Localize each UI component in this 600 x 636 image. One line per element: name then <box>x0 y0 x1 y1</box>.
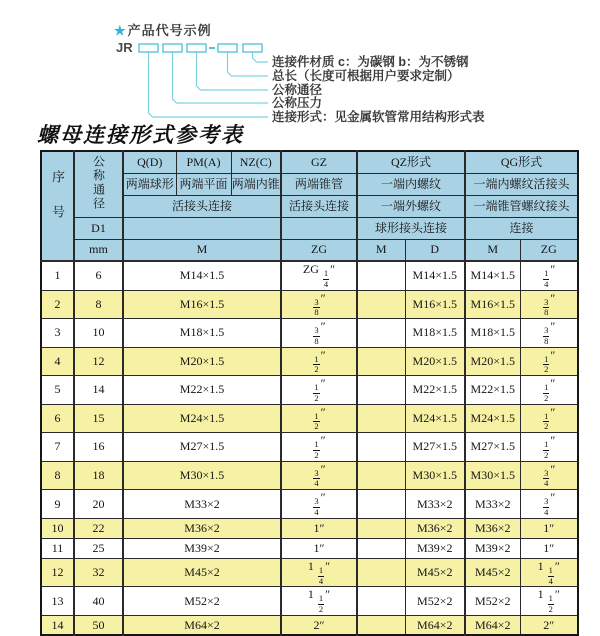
label-material: 连接件材质 c：为碳钢 b：为不锈钢 <box>272 55 469 69</box>
header-unit-qz-m: M <box>357 239 405 261</box>
header-unit-zg: ZG <box>281 239 357 261</box>
cell-seq: 9 <box>41 490 74 519</box>
fraction: $\frac{1}{2}$ <box>314 353 319 375</box>
label-nominal-diameter: 公称通径 <box>272 83 323 97</box>
table-row <box>41 615 578 635</box>
header-empty-gz <box>281 217 357 239</box>
fraction: $\frac{3}{4}$ <box>314 496 319 518</box>
cell-qg-m: M52×2 <box>465 587 520 616</box>
cell-m: M30×1.5 <box>123 461 281 490</box>
header-col-gz: GZ <box>281 151 357 173</box>
cell-qg-zg: $\frac{1}{2}$ ″ <box>520 347 578 376</box>
fraction: $\frac{1}{2}$ <box>544 439 549 460</box>
fraction: $\frac{1}{2}$ <box>544 382 549 403</box>
cell-m: M45×2 <box>123 558 281 587</box>
cell-m: M64×2 <box>123 615 281 635</box>
cell-qz-m <box>357 404 405 433</box>
cell-dn-mm: 25 <box>74 538 123 558</box>
cell-gz: $\frac{1}{2}$ ″ <box>281 404 357 433</box>
fraction: $\frac{3}{8}$ <box>314 325 319 346</box>
table-row <box>41 461 578 490</box>
table-row <box>41 490 578 519</box>
fraction: $\frac{1}{4}$ <box>318 564 324 586</box>
cell-gz: 1″ <box>281 518 357 538</box>
cell-qz-m <box>357 558 405 587</box>
cell-dn-mm: 18 <box>74 461 123 490</box>
header-mm: mm <box>74 239 123 261</box>
cell-qz-d: M39×2 <box>405 538 465 558</box>
cell-gz: $\frac{3}{8}$ ″ <box>281 319 357 348</box>
code-box <box>139 44 158 52</box>
cell-qz-d: M30×1.5 <box>405 461 465 490</box>
leader-line <box>253 52 269 62</box>
cell-seq: 7 <box>41 433 74 462</box>
header-col-qz: QZ形式 <box>357 151 465 173</box>
cell-qz-m <box>357 347 405 376</box>
header-qz-desc2: 一端外螺纹 <box>357 195 465 217</box>
header-col-q: Q(D) <box>123 151 176 173</box>
cell-gz: $\frac{3}{4}$ ″ <box>281 490 357 519</box>
header-unit-qz-d: D <box>405 239 465 261</box>
cell-gz: $\frac{1}{2}$ ″ <box>281 347 357 376</box>
cell-gz: 1″ <box>281 538 357 558</box>
header-dn-text: 公称通径 <box>91 154 106 211</box>
header-unit-qg-zg: ZG <box>520 239 578 261</box>
leader-line <box>197 52 269 90</box>
cell-m: M16×1.5 <box>123 290 281 319</box>
cell-qz-m <box>357 518 405 538</box>
cell-qg-m: M39×2 <box>465 538 520 558</box>
cell-seq: 14 <box>41 615 74 635</box>
code-box <box>163 44 182 52</box>
cell-qz-m <box>357 376 405 405</box>
table-row <box>41 404 578 433</box>
fraction: $\frac{1}{2}$ <box>314 410 319 432</box>
header-qg-join: 连接 <box>465 217 578 239</box>
diagram-heading-text: 产品代号示例 <box>127 23 212 38</box>
table-row <box>41 347 578 376</box>
cell-qz-m <box>357 615 405 635</box>
cell-qg-zg: $\frac{3}{4}$ ″ <box>520 490 578 519</box>
cell-qg-m: M45×2 <box>465 558 520 587</box>
cell-m: M36×2 <box>123 518 281 538</box>
cell-qg-m: M27×1.5 <box>465 433 520 462</box>
cell-seq: 5 <box>41 376 74 405</box>
header-unit-qg-m: M <box>465 239 520 261</box>
cell-m: M24×1.5 <box>123 404 281 433</box>
cell-qz-d: M33×2 <box>405 490 465 519</box>
cell-qg-zg: $\frac{1}{2}$ ″ <box>520 433 578 462</box>
table-row <box>41 587 578 616</box>
table-header <box>41 151 578 261</box>
cell-qg-zg: 1 $\frac{1}{4}$ ″ <box>520 558 578 587</box>
cell-m: M33×2 <box>123 490 281 519</box>
table-row <box>41 290 578 319</box>
header-qg-desc1: 一端内螺纹活接头 <box>465 173 578 195</box>
fraction: $\frac{1}{2}$ <box>314 439 319 460</box>
cell-qg-m: M16×1.5 <box>465 290 520 319</box>
header-gz-desc: 两端锥管 <box>281 173 357 195</box>
cell-qg-m: M36×2 <box>465 518 520 538</box>
cell-gz: 1 $\frac{1}{2}$ ″ <box>281 587 357 616</box>
fraction: $\frac{1}{4}$ <box>323 268 329 289</box>
cell-qg-m: M18×1.5 <box>465 319 520 348</box>
header-empty-m <box>123 217 281 239</box>
fraction: $\frac{1}{4}$ <box>548 564 553 586</box>
fraction: $\frac{1}{2}$ <box>318 593 324 615</box>
cell-gz: $\frac{3}{4}$ ″ <box>281 461 357 490</box>
star-icon: ★ <box>114 23 127 38</box>
cell-m: M20×1.5 <box>123 347 281 376</box>
cell-seq: 10 <box>41 518 74 538</box>
cell-m: M27×1.5 <box>123 433 281 462</box>
code-prefix: JR <box>116 40 133 55</box>
cell-dn-mm: 32 <box>74 558 123 587</box>
cell-dn-mm: 40 <box>74 587 123 616</box>
header-seq <box>41 151 74 261</box>
cell-gz: $\frac{1}{2}$ ″ <box>281 433 357 462</box>
cell-dn-mm: 20 <box>74 490 123 519</box>
header-qz-desc1: 一端内螺纹 <box>357 173 465 195</box>
cell-m: M18×1.5 <box>123 319 281 348</box>
label-nominal-pressure: 公称压力 <box>272 96 323 110</box>
table-row <box>41 433 578 462</box>
header-pm-desc: 两端平面 <box>176 173 231 195</box>
fraction: $\frac{1}{4}$ <box>544 268 549 289</box>
header-unit-m: M <box>123 239 281 261</box>
header-gz-join: 活接头连接 <box>281 195 357 217</box>
cell-qg-m: M24×1.5 <box>465 404 520 433</box>
cell-qz-m <box>357 461 405 490</box>
code-box <box>218 44 237 52</box>
header-nz-desc: 两端内锥 <box>231 173 281 195</box>
header-col-nz: NZ(C) <box>231 151 281 173</box>
cell-qz-d: M52×2 <box>405 587 465 616</box>
cell-qz-m <box>357 319 405 348</box>
header-row-5 <box>41 239 578 261</box>
leader-line <box>149 52 269 117</box>
code-box <box>243 44 262 52</box>
cell-qz-m <box>357 290 405 319</box>
cell-qz-m <box>357 490 405 519</box>
cell-qg-zg: 1″ <box>520 538 578 558</box>
cell-qg-zg: $\frac{1}{4}$ ″ <box>520 261 578 290</box>
header-dn <box>74 151 123 217</box>
page-title: 螺母连接形式参考表 <box>37 122 244 147</box>
cell-qz-d: M14×1.5 <box>405 261 465 290</box>
table-body <box>41 261 578 635</box>
fraction: $\frac{3}{8}$ <box>314 296 319 318</box>
header-d1: D1 <box>74 217 123 239</box>
cell-qz-d: M27×1.5 <box>405 433 465 462</box>
cell-seq: 4 <box>41 347 74 376</box>
cell-gz: $\frac{1}{2}$ ″ <box>281 376 357 405</box>
cell-qg-zg: $\frac{1}{2}$ ″ <box>520 404 578 433</box>
header-qz-join: 球形接头连接 <box>357 217 465 239</box>
cell-seq: 2 <box>41 290 74 319</box>
cell-qg-zg: $\frac{3}{8}$ ″ <box>520 290 578 319</box>
header-row-1 <box>41 151 578 173</box>
table-row <box>41 261 578 290</box>
cell-gz: ZG $\frac{1}{4}$ ″ <box>281 261 357 290</box>
label-connection-form: 连接形式：见金属软管常用结构形式表 <box>272 110 485 124</box>
header-m-join: 活接头连接 <box>123 195 281 217</box>
cell-qz-m <box>357 261 405 290</box>
fraction: $\frac{1}{2}$ <box>314 382 319 403</box>
cell-qg-zg: $\frac{3}{8}$ ″ <box>520 319 578 348</box>
cell-m: M14×1.5 <box>123 261 281 290</box>
cell-qg-zg: 2″ <box>520 615 578 635</box>
cell-seq: 12 <box>41 558 74 587</box>
cell-seq: 8 <box>41 461 74 490</box>
table-row <box>41 538 578 558</box>
header-qg-desc2: 一端锥管螺纹接头 <box>465 195 578 217</box>
cell-dn-mm: 8 <box>74 290 123 319</box>
cell-seq: 13 <box>41 587 74 616</box>
cell-seq: 11 <box>41 538 74 558</box>
table-row <box>41 518 578 538</box>
header-row-4 <box>41 217 578 239</box>
cell-seq: 6 <box>41 404 74 433</box>
fraction: $\frac{1}{2}$ <box>544 353 549 375</box>
fraction: $\frac{1}{2}$ <box>544 410 549 432</box>
leader-line <box>228 52 269 76</box>
cell-qg-m: M22×1.5 <box>465 376 520 405</box>
cell-m: M52×2 <box>123 587 281 616</box>
cell-qz-d: M64×2 <box>405 615 465 635</box>
fraction: $\frac{1}{2}$ <box>548 593 553 615</box>
cell-dn-mm: 6 <box>74 261 123 290</box>
fraction: $\frac{3}{8}$ <box>544 325 549 346</box>
table-row <box>41 558 578 587</box>
cell-qz-m <box>357 433 405 462</box>
cell-qz-d: M20×1.5 <box>405 347 465 376</box>
header-q-desc: 两端球形 <box>123 173 176 195</box>
cell-qz-d: M45×2 <box>405 558 465 587</box>
header-seq-text: 序号 <box>50 169 65 240</box>
fraction: $\frac{3}{8}$ <box>544 296 549 318</box>
table-row <box>41 319 578 348</box>
cell-seq: 3 <box>41 319 74 348</box>
cell-qz-d: M16×1.5 <box>405 290 465 319</box>
cell-qg-zg: 1 $\frac{1}{2}$ ″ <box>520 587 578 616</box>
cell-gz: 2″ <box>281 615 357 635</box>
cell-qg-zg: $\frac{3}{4}$ ″ <box>520 461 578 490</box>
cell-dn-mm: 12 <box>74 347 123 376</box>
cell-dn-mm: 10 <box>74 319 123 348</box>
header-col-qg: QG形式 <box>465 151 578 173</box>
cell-m: M22×1.5 <box>123 376 281 405</box>
code-box <box>187 44 206 52</box>
cell-qz-d: M18×1.5 <box>405 319 465 348</box>
cell-dn-mm: 50 <box>74 615 123 635</box>
cell-gz: $\frac{3}{8}$ ″ <box>281 290 357 319</box>
cell-dn-mm: 14 <box>74 376 123 405</box>
cell-qg-zg: 1″ <box>520 518 578 538</box>
cell-qz-d: M24×1.5 <box>405 404 465 433</box>
cell-qz-d: M36×2 <box>405 518 465 538</box>
diagram-heading <box>114 20 212 39</box>
cell-dn-mm: 16 <box>74 433 123 462</box>
cell-qz-m <box>357 587 405 616</box>
cell-qg-m: M30×1.5 <box>465 461 520 490</box>
cell-qz-d: M22×1.5 <box>405 376 465 405</box>
cell-gz: 1 $\frac{1}{4}$ ″ <box>281 558 357 587</box>
cell-m: M39×2 <box>123 538 281 558</box>
reference-table <box>40 150 579 636</box>
header-col-pm: PM(A) <box>176 151 231 173</box>
cell-qz-m <box>357 538 405 558</box>
cell-qg-m: M33×2 <box>465 490 520 519</box>
table-row <box>41 376 578 405</box>
fraction: $\frac{3}{4}$ <box>314 467 319 489</box>
cell-qg-zg: $\frac{1}{2}$ ″ <box>520 376 578 405</box>
label-total-length: 总长（长度可根据用户要求定制） <box>272 69 460 83</box>
fraction: $\frac{3}{4}$ <box>544 496 549 518</box>
cell-qg-m: M20×1.5 <box>465 347 520 376</box>
cell-qg-m: M64×2 <box>465 615 520 635</box>
cell-dn-mm: 15 <box>74 404 123 433</box>
cell-seq: 1 <box>41 261 74 290</box>
cell-dn-mm: 22 <box>74 518 123 538</box>
fraction: $\frac{3}{4}$ <box>544 467 549 489</box>
cell-qg-m: M14×1.5 <box>465 261 520 290</box>
